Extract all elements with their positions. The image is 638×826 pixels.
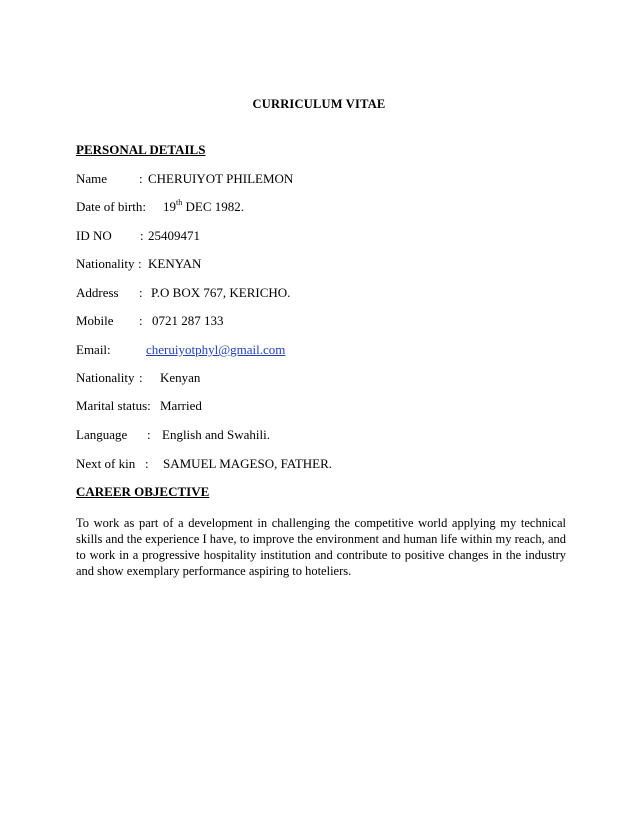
dob-day: 19: [163, 199, 176, 214]
field-label: Next of kin: [76, 456, 136, 471]
dob-day-suffix: th: [176, 197, 183, 207]
field-label: Address: [76, 285, 119, 300]
field-separator: :: [139, 370, 143, 385]
field-separator: :: [138, 256, 142, 271]
field-label: Nationality: [76, 370, 135, 385]
personal-details-heading: PERSONAL DETAILS: [76, 142, 206, 157]
field-separator: :: [145, 456, 149, 471]
field-label: Mobile: [76, 313, 114, 328]
field-value: KENYAN: [148, 256, 202, 271]
field-label: Nationality: [76, 256, 135, 271]
field-label: Date of birth:: [76, 199, 147, 214]
document-title: CURRICULUM VITAE: [252, 97, 386, 111]
field-label: Email:: [76, 342, 111, 357]
field-value: P.O BOX 767, KERICHO.: [151, 285, 291, 300]
field-value: Kenyan: [160, 370, 201, 385]
field-label: ID NO: [76, 228, 112, 243]
field-value: 0721 287 133: [152, 313, 224, 328]
field-value: 25409471: [148, 228, 200, 243]
field-value: SAMUEL MAGESO, FATHER.: [163, 456, 333, 471]
field-separator: :: [147, 427, 151, 442]
field-value: [163, 199, 244, 215]
field-separator: :: [139, 285, 143, 300]
career-objective-heading: CAREER OBJECTIVE: [76, 484, 210, 499]
field-separator: :: [140, 228, 144, 243]
email-link[interactable]: cheruiyotphyl@gmail.com: [146, 342, 286, 357]
field-label: Language: [76, 427, 128, 442]
field-label: Marital status:: [76, 398, 151, 413]
field-separator: :: [139, 171, 143, 186]
field-value: CHERUIYOT PHILEMON: [148, 171, 294, 186]
field-separator: :: [139, 313, 143, 328]
dob-rest: DEC 1982.: [182, 199, 244, 214]
field-value: Married: [160, 398, 202, 413]
field-label: Name: [76, 171, 108, 186]
field-value: English and Swahili.: [162, 427, 270, 442]
career-objective-text: To work as part of a development in challenging the competitive world applying my technical skills and the experience I have, to improve the environment and human life within my reach, and to work in a progressive hospitality institution and contribute to positive changes in the industry and show exemplary performance aspiring to hoteliers.: [76, 516, 566, 578]
